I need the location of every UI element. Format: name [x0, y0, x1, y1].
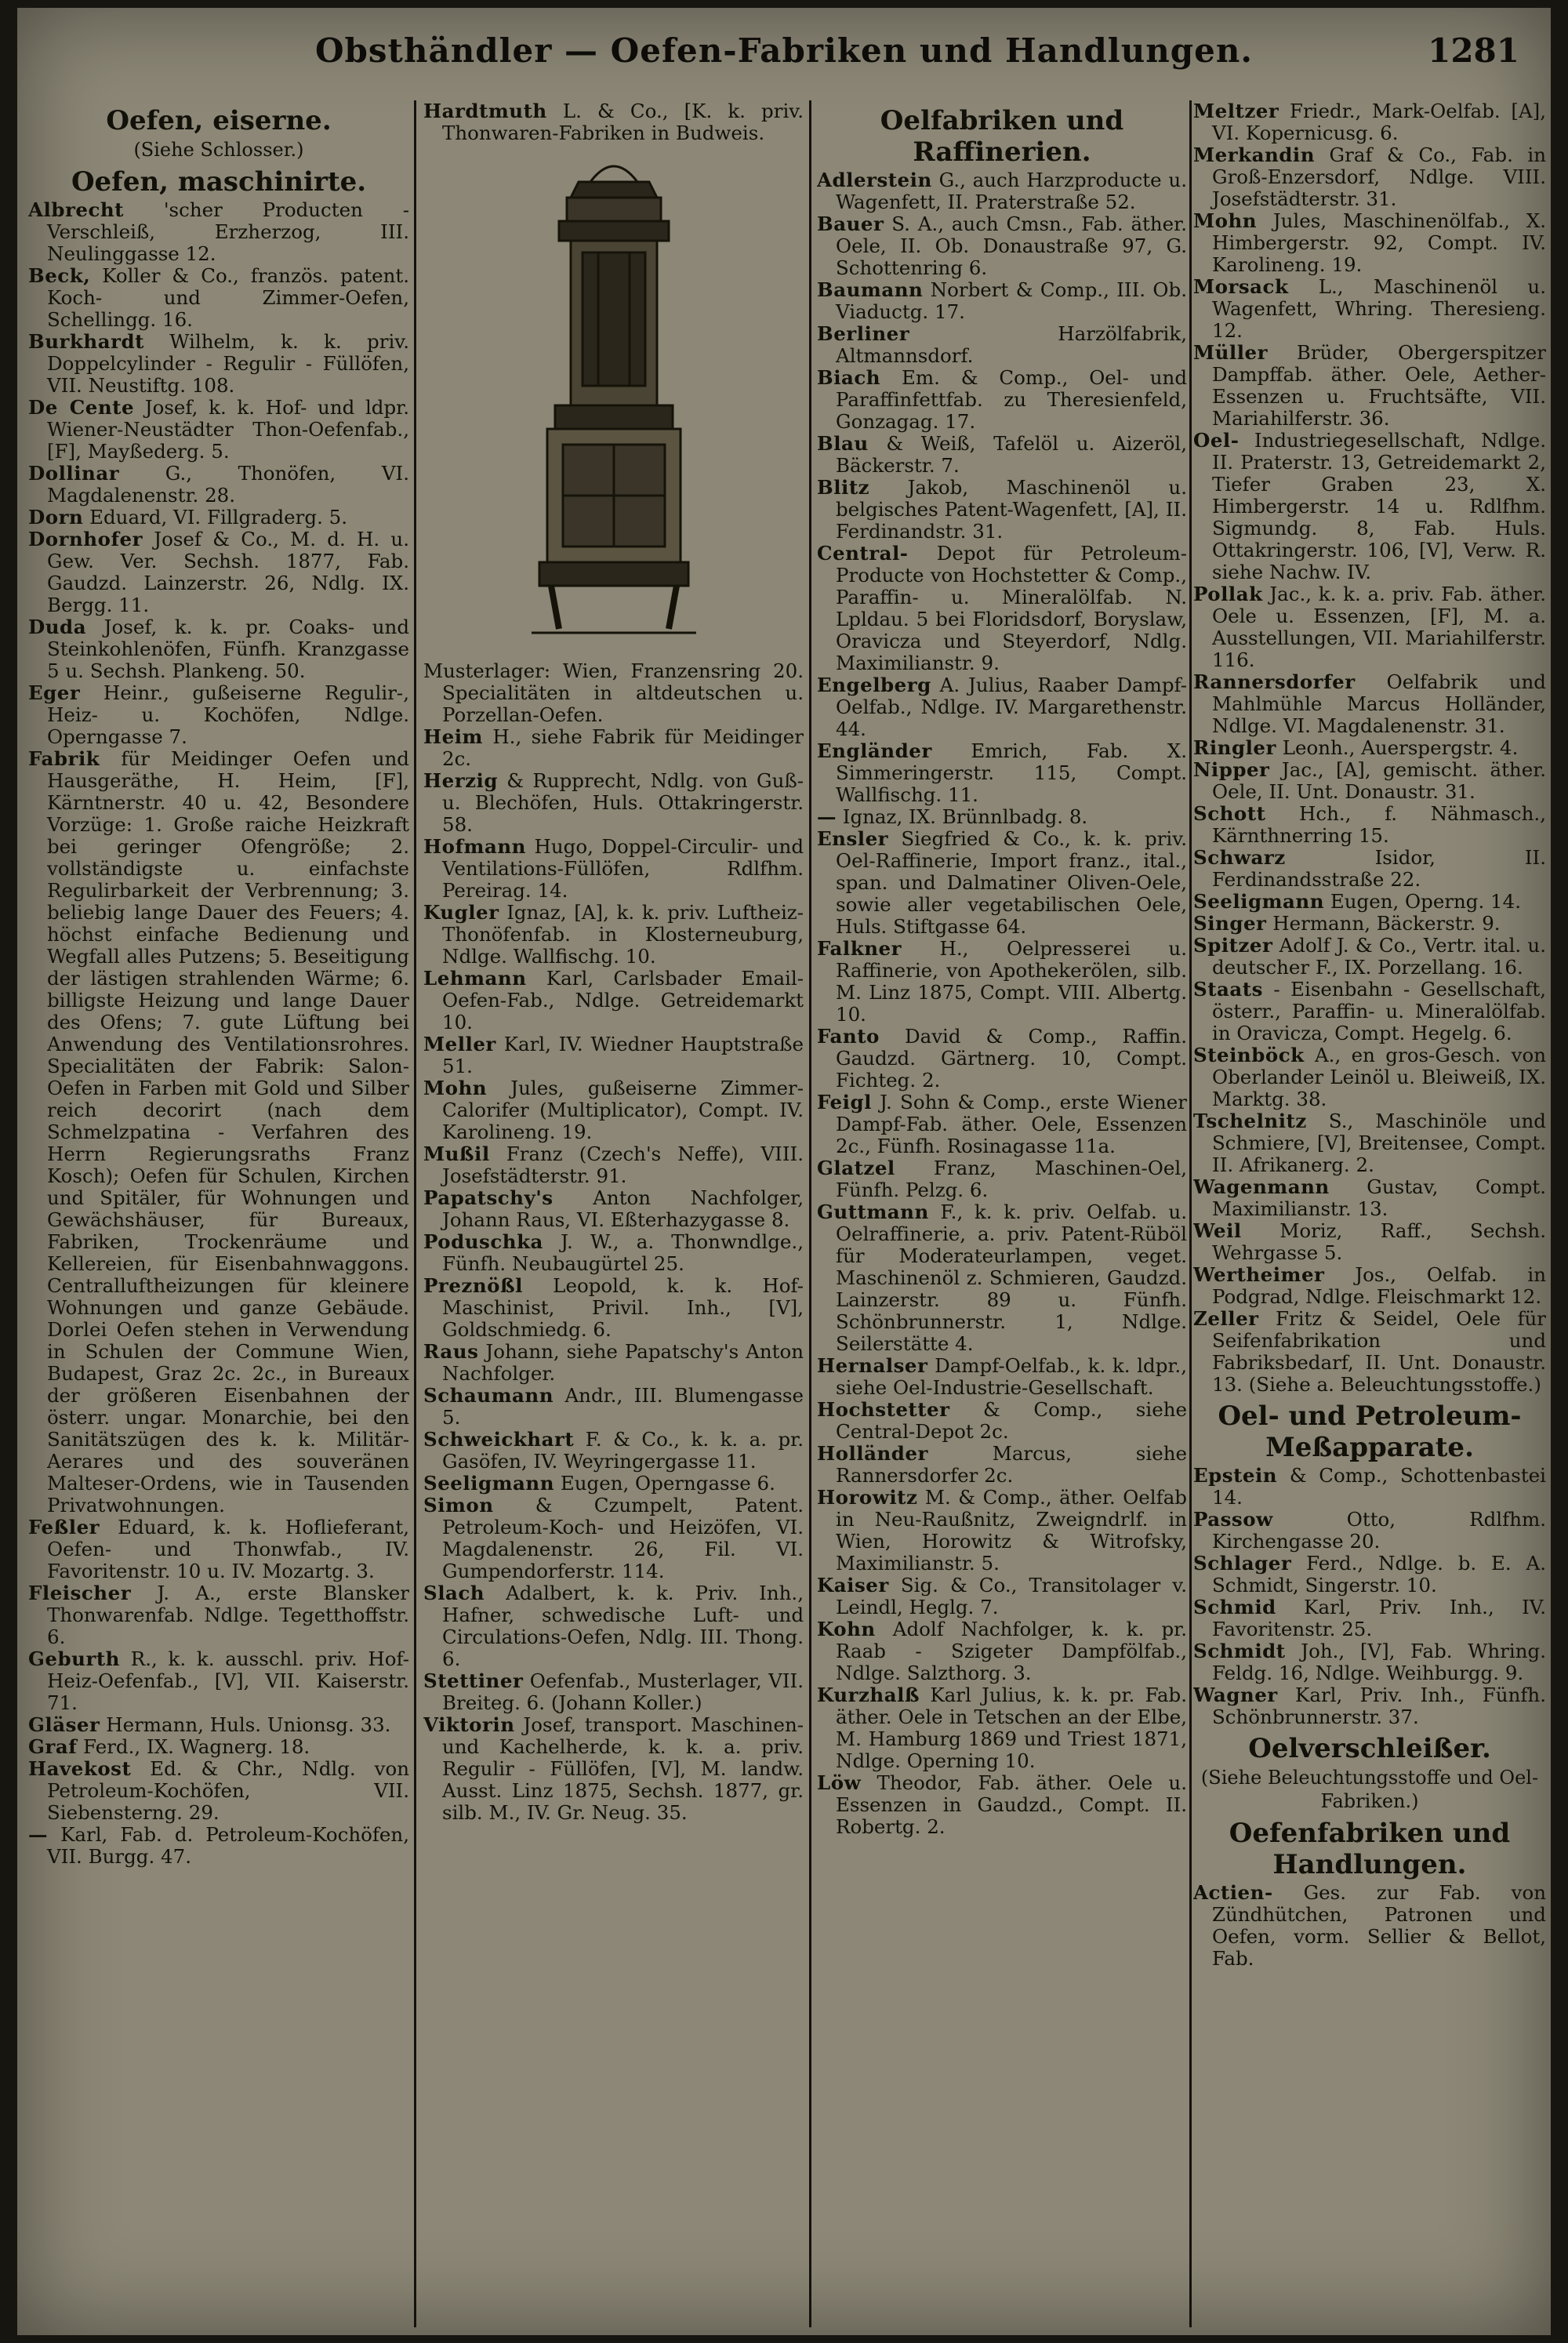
entry-name: De Cente	[28, 396, 135, 419]
directory-entry	[423, 770, 804, 836]
entry-name: Central-	[817, 542, 909, 565]
entry-text: Graf & Co., Fab. in Groß-Enzersdorf, Ndlge. VIII. Josefstädterstr. 31.	[1212, 143, 1546, 210]
entry-text: G., Thonöfen, VI. Magdalenenstr. 28.	[47, 462, 409, 507]
entry-name: Schwarz	[1193, 846, 1286, 869]
directory-entry	[817, 323, 1187, 367]
entry-name: Raus	[423, 1340, 479, 1363]
entry-text: & Comp., Schottenbastei 14.	[1212, 1464, 1546, 1509]
entry-name: Eger	[28, 681, 81, 704]
directory-entry	[28, 748, 409, 1517]
entry-text: Josef & Co., M. d. H. u. Gew. Ver. Sechsh. 1877, Fab. Gaudzd. Lainzerstr. 26, Ndlg. IX. Bergg. 11.	[47, 528, 409, 616]
entry-text: & Weiß, Tafelöl u. Aizeröl, Bäckerstr. 7.	[836, 432, 1187, 477]
entry-text: S. A., auch Cmsn., Fab. äther. Oele, II. Ob. Donaustraße 97, G. Schottenring 6.	[836, 213, 1187, 279]
entry-text: Karl Julius, k. k. pr. Fab. äther. Oele in Tetschen an der Elbe, M. Hamburg 1869 und Triest 1871, Ndlge. Operning 10.	[836, 1684, 1187, 1772]
entry-name: Schweickhart	[423, 1428, 575, 1451]
entry-text: J. Sohn & Comp., erste Wiener Dampf-Fab. äther. Oele, Essenzen 2c., Fünfh. Rosinagasse 11a.	[836, 1091, 1187, 1157]
entry-name: Passow	[1193, 1508, 1273, 1531]
entry-name: Fabrik	[28, 747, 100, 770]
entry-text: J. W., a. Thonwndlge., Fünfh. Neubaugürtel 25.	[442, 1230, 804, 1275]
entry-name: Geburth	[28, 1647, 120, 1670]
entry-name: Havekost	[28, 1757, 132, 1780]
entry-name: Staats	[1193, 978, 1263, 1001]
directory-entry	[1193, 1553, 1546, 1597]
page-number: 1281	[1428, 31, 1519, 70]
entry-text: Musterlager: Wien, Franzensring 20. Specialitäten in altdeutschen u. Porzellan-Oefen.	[423, 659, 804, 726]
entry-text: Josef, transport. Maschinen- und Kachelherde, k. k. a. priv. Regulir - Füllöfen, [V], M. landw. Ausst. Linz 1875, Sechsh. 1877, gr. silb. M., IV. Gr. Neug. 35.	[442, 1713, 804, 1824]
directory-entry	[1193, 1684, 1546, 1728]
directory-entry	[817, 1618, 1187, 1684]
entry-text: Ferd., Ndlge. b. E. A. Schmidt, Singerstr. 10.	[1212, 1552, 1546, 1597]
entry-text: Adolf J. & Co., Vertr. ital. u. deutscher F., IX. Porzellang. 16.	[1212, 934, 1546, 979]
entry-text: Hermann, Huls. Unionsg. 33.	[106, 1713, 391, 1736]
entry-text: A., en gros-Gesch. von Oberlander Leinöl u. Bleiweiß, IX. Marktg. 38.	[1212, 1044, 1546, 1110]
entry-name: Wagner	[1193, 1684, 1278, 1706]
directory-entry	[423, 726, 804, 770]
directory-entry	[817, 169, 1187, 213]
entry-text: J. A., erste Blansker Thonwarenfab. Ndlge. Tegetthoffstr. 6.	[47, 1582, 409, 1648]
entry-text: Moriz, Raff., Sechsh. Wehrgasse 5.	[1212, 1219, 1546, 1264]
entry-text: Ignaz, [A], k. k. priv. Luftheiz-Thonöfenfab. in Klosterneuburg, Ndlge. Wallfischg. 10.	[442, 901, 804, 968]
directory-entry	[817, 279, 1187, 323]
entry-name: Dornhofer	[28, 528, 143, 550]
directory-entry	[423, 1231, 804, 1275]
directory-entry	[1193, 935, 1546, 979]
entry-name: Fanto	[817, 1025, 880, 1048]
directory-entry	[423, 902, 804, 968]
entry-name: Pollak	[1193, 583, 1263, 605]
entry-text: A. Julius, Raaber Dampf-Oelfab., Ndlge. IV. Margarethenstr. 44.	[836, 674, 1187, 740]
entry-name: —	[817, 805, 837, 828]
directory-entry	[1193, 1640, 1546, 1684]
entry-name: Duda	[28, 616, 87, 638]
directory-entry	[28, 1648, 409, 1714]
column-rule	[414, 100, 416, 2327]
entry-text: & Comp., siehe Central-Depot 2c.	[836, 1398, 1187, 1443]
directory-entry	[28, 397, 409, 463]
entry-name: Müller	[1193, 341, 1269, 364]
entry-text: 'scher Producten - Verschleiß, Erzherzog, III. Neulinggasse 12.	[47, 198, 409, 265]
entry-name: Holländer	[817, 1442, 928, 1465]
entry-text: H., siehe Fabrik für Meidinger 2c.	[442, 725, 804, 770]
entry-text: Theodor, Fab. äther. Oele u. Essenzen in Gaudzd., Compt. II. Robertg. 2.	[836, 1771, 1187, 1838]
stove-illustration	[524, 151, 704, 652]
entry-text: Karl, Priv. Inh., IV. Favoritenstr. 25.	[1212, 1596, 1546, 1640]
entry-name: Meltzer	[1193, 100, 1279, 122]
entry-text: Andr., III. Blumengasse 5.	[442, 1384, 804, 1429]
directory-entry	[817, 367, 1187, 433]
entry-text: Oelfabrik und Mahlmühle Marcus Holländer, Ndlge. VI. Magdalenenstr. 31.	[1212, 670, 1546, 737]
directory-entry	[28, 1758, 409, 1824]
entry-text: Jac., k. k. a. priv. Fab. äther. Oele u. Essenzen, [F], M. a. Ausstellungen, VII. Mariahilferstr. 116.	[1212, 583, 1546, 671]
entry-name: —	[28, 1823, 48, 1846]
entry-name: Oel-	[1193, 429, 1240, 452]
entry-text: G., auch Harzproducte u. Wagenfett, II. Praterstraße 52.	[836, 169, 1187, 213]
entry-name: Burkhardt	[28, 330, 144, 353]
directory-entry	[1193, 1176, 1546, 1220]
column-rule	[1189, 100, 1192, 2327]
directory-entry	[817, 674, 1187, 740]
entry-name: Berliner	[817, 322, 910, 345]
entry-name: Meller	[423, 1033, 496, 1055]
entry-text: L., Maschinenöl u. Wagenfett, Whring. Theresieng. 12.	[1212, 275, 1546, 342]
entry-text: M. & Comp., äther. Oelfab in Neu-Raußnitz, Zweigndrlf. in Wien, Horowitz & Witrofsky, Maximilianstr. 5.	[836, 1486, 1187, 1575]
directory-entry	[28, 199, 409, 265]
section-heading: Oel- und Petroleum-Meßapparate.	[1218, 1400, 1522, 1463]
entry-text: Hch., f. Nähmasch., Kärnthnerring 15.	[1212, 802, 1546, 847]
entry-name: Viktorin	[423, 1713, 515, 1736]
directory-entry	[817, 1443, 1187, 1487]
entry-name: Blau	[817, 432, 869, 455]
entry-text: Ges. zur Fab. von Zündhütchen, Patronen und Oefen, vorm. Sellier & Bellot, Fab.	[1212, 1881, 1546, 1970]
directory-entry	[28, 1824, 409, 1868]
entry-text: Norbert & Comp., III. Ob. Viaductg. 17.	[836, 278, 1187, 323]
entry-text: Ignaz, IX. Brünnlbadg. 8.	[842, 805, 1088, 828]
entry-text: F. & Co., k. k. a. pr. Gasöfen, IV. Weyringergasse 11.	[442, 1428, 804, 1473]
entry-text: für Meidinger Oefen und Hausgeräthe, H. Heim, [F], Kärntnerstr. 40 u. 42, Besondere Vorzüge: 1. Große raiche Heizkraft bei geringer Ofengröße; 2. vollständigste u. einfachste Regulirbarkeit der Verbrennung; 3. beliebig lange Dauer des Feuers; 4. höchst einfache Bedienung und Wegfall alles Putzens; 5. Beseitigung der lästigen strahlenden Wärme; 6. billigste Heizung und lange Dauer des Ofens; 7. gute Lüftung bei Anwendung des Ventilationsrohres. Specialitäten der Fabrik: Salon-Oefen in Farben mit Gold und Silber reich decorirt (nach dem Schmelzpatina - Verfahren des Herrn Regierungsraths Franz Kosch); Oefen für Schulen, Kirchen und Spitäler, für Wohnungen und Gewächshäuser, für Bureaux, Fabriken, Trockenräume und Kellereien, für Eisenbahnwaggons. Centralluftheizungen für kleinere Wohnungen und ganze Gebäude. Dorlei Oefen stehen in Verwendung in Schulen der Commune Wien, Budapest, Graz 2c. 2c., in Bureaux der größeren Eisenbahnen der österr. ungar. Monarchie, bei den Sanitätszügen des k. k. Militär-Aerares und des souveränen Malteser-Ordens, wie in Tausenden Privatwohnungen.	[47, 747, 409, 1517]
entry-name: Rannersdorfer	[1193, 670, 1356, 693]
entry-text: Eduard, VI. Fillgraderg. 5.	[89, 506, 348, 529]
directory-entry	[1193, 1264, 1546, 1308]
directory-entry	[817, 1157, 1187, 1201]
directory-entry	[817, 1772, 1187, 1838]
entry-text: Jules, gußeiserne Zimmer-Calorifer (Multiplicator), Compt. IV. Karolineng. 19.	[442, 1077, 804, 1143]
entry-name: Kurzhalß	[817, 1684, 920, 1706]
directory-entry	[423, 1385, 804, 1429]
directory-entry	[423, 1582, 804, 1670]
entry-name: Spitzer	[1193, 934, 1273, 957]
directory-entry	[1193, 100, 1546, 144]
section-note: (Siehe Schlosser.)	[133, 139, 304, 161]
directory-entry	[423, 1143, 804, 1187]
entry-name: Herzig	[423, 769, 498, 792]
entry-name: Weil	[1193, 1219, 1242, 1242]
entry-name: Kugler	[423, 901, 499, 924]
directory-entry	[817, 938, 1187, 1026]
directory-entry	[817, 477, 1187, 543]
entry-text: Joh., [V], Fab. Whring. Feldg. 16, Ndlge. Weihburgg. 9.	[1212, 1640, 1546, 1684]
entry-text: Heinr., gußeiserne Regulir-, Heiz- u. Kochöfen, Ndlge. Operngasse 7.	[47, 681, 409, 748]
entry-text: Isidor, II. Ferdinandsstraße 22.	[1212, 846, 1546, 891]
directory-entry	[1193, 1597, 1546, 1640]
directory-entry	[817, 1575, 1187, 1618]
entry-name: Slach	[423, 1582, 485, 1604]
entry-text: Karl, IV. Wiedner Hauptstraße 51.	[442, 1033, 804, 1077]
entry-name: Seeligmann	[423, 1472, 555, 1495]
entry-name: Falkner	[817, 937, 902, 960]
section-note: (Siehe Beleuchtungsstoffe und Oel-Fabriken.)	[1200, 1767, 1539, 1812]
entry-name: Seeligmann	[1193, 890, 1325, 913]
entry-name: Graf	[28, 1735, 78, 1758]
entry-name: Schmidt	[1193, 1640, 1286, 1662]
entry-name: Mohn	[1193, 209, 1258, 232]
directory-entry	[1193, 913, 1546, 935]
entry-text: Eduard, k. k. Hoflieferant, Oefen- und Thonwfab., IV. Favoritenstr. 10 u. IV. Mozartg. 3.	[47, 1516, 409, 1582]
directory-entry	[1193, 847, 1546, 891]
entry-text: David & Comp., Raffin. Gaudzd. Gärtnerg. 10, Compt. Fichteg. 2.	[836, 1025, 1187, 1092]
directory-entry	[423, 660, 804, 726]
section-heading: Oefen, maschinirte.	[71, 166, 367, 198]
entry-name: Ensler	[817, 827, 889, 850]
directory-entry	[817, 1487, 1187, 1575]
directory-entry	[1193, 979, 1546, 1044]
entry-text: L. & Co., [K. k. priv. Thonwaren-Fabriken in Budweis.	[442, 100, 804, 144]
directory-entry	[1193, 1110, 1546, 1176]
directory-entry	[423, 1077, 804, 1143]
directory-entry	[1193, 1220, 1546, 1264]
column-1	[28, 100, 409, 2327]
directory-entry	[423, 1275, 804, 1341]
entry-text: Josef, k. k. pr. Coaks- und Steinkohlenöfen, Fünfh. Kranzgasse 5 u. Sechsh. Plankeng. 50.	[47, 616, 409, 682]
entry-text: Fritz & Seidel, Oele für Seifenfabrikation und Fabriksbedarf, II. Unt. Donaustr. 13. (Siehe a. Beleuchtungsstoffe.)	[1212, 1307, 1546, 1396]
entry-name: Kohn	[817, 1618, 876, 1640]
directory-entry	[423, 1341, 804, 1385]
entry-name: Mohn	[423, 1077, 488, 1099]
section-heading: Oelfabriken und Raffinerien.	[880, 105, 1124, 168]
directory-entry	[817, 1684, 1187, 1772]
entry-name: Simon	[423, 1494, 494, 1517]
entry-name: Schlager	[1193, 1552, 1292, 1575]
running-title: Obsthändler — Oefen-Fabriken und Handlungen.	[314, 31, 1254, 70]
entry-name: Mußil	[423, 1142, 490, 1165]
section-heading: Oefen, eiserne.	[106, 105, 332, 136]
directory-entry	[1193, 1882, 1546, 1970]
entry-text: Friedr., Mark-Oelfab. [A], VI. Kopernicusg. 6.	[1212, 100, 1546, 144]
directory-entry	[1193, 1509, 1546, 1553]
entry-name: Schmid	[1193, 1596, 1276, 1618]
entry-name: Glatzel	[817, 1157, 895, 1179]
directory-entry	[817, 543, 1187, 674]
entry-name: Nipper	[1193, 758, 1270, 781]
entry-name: Feigl	[817, 1091, 872, 1113]
entry-text: Sig. & Co., Transitolager v. Leindl, Heglg. 7.	[836, 1574, 1187, 1618]
entry-name: Wagenmann	[1193, 1175, 1330, 1198]
entry-name: Poduschka	[423, 1230, 543, 1253]
directory-entry	[423, 100, 804, 144]
entry-name: Schott	[1193, 802, 1266, 825]
directory-entry	[1193, 583, 1546, 671]
entry-text: Eugen, Operng. 14.	[1330, 890, 1522, 913]
entry-text: Jos., Oelfab. in Podgrad, Ndlge. Fleischmarkt 12.	[1212, 1263, 1546, 1308]
directory-entry	[1193, 144, 1546, 210]
entry-text: Wilhelm, k. k. priv. Doppelcylinder - Regulir - Füllöfen, VII. Neustiftg. 108.	[47, 330, 409, 397]
entry-text: Johann, siehe Papatschy's Anton Nachfolger.	[442, 1340, 804, 1385]
directory-entry	[423, 1495, 804, 1582]
directory-entry	[1193, 737, 1546, 759]
directory-entry	[1193, 342, 1546, 430]
directory-entry	[1193, 276, 1546, 342]
directory-entry	[423, 1033, 804, 1077]
entry-name: Actien-	[1193, 1881, 1273, 1904]
directory-entry	[817, 1399, 1187, 1443]
directory-entry	[1193, 1044, 1546, 1110]
entry-name: Biach	[817, 366, 881, 389]
entry-name: Adlerstein	[817, 169, 932, 191]
entry-text: Marcus, siehe Rannersdorfer 2c.	[836, 1442, 1187, 1487]
entry-text: Jakob, Maschinenöl u. belgisches Patent-Wagenfett, [A], II. Ferdinandstr. 31.	[836, 476, 1187, 543]
directory-entry	[28, 1517, 409, 1582]
directory-entry	[28, 507, 409, 529]
directory-page	[17, 8, 1551, 2335]
entry-text: Dampf-Oelfab., k. k. ldpr., siehe Oel-Industrie-Gesellschaft.	[836, 1354, 1187, 1399]
directory-entry	[1193, 1465, 1546, 1509]
entry-text: Depot für Petroleum-Producte von Hochstetter & Comp., Paraffin- u. Mineralölfab. N. Lpldau. 5 bei Floridsdorf, Boryslaw, Oravicza und Steyerdorf, Ndlg. Maximilianstr. 9.	[836, 542, 1187, 674]
directory-entry	[817, 1355, 1187, 1399]
directory-entry	[817, 1201, 1187, 1355]
directory-entry	[28, 1582, 409, 1648]
entry-name: Bauer	[817, 213, 884, 235]
entry-name: Steinböck	[1193, 1044, 1305, 1066]
entry-text: Jules, Maschinenölfab., X. Himbergerstr. 92, Compt. IV. Karolineng. 19.	[1212, 209, 1546, 276]
entry-name: Merkandin	[1193, 143, 1316, 166]
directory-entry	[817, 1026, 1187, 1092]
directory-entry	[28, 265, 409, 331]
entry-name: Ringler	[1193, 736, 1276, 759]
entry-name: Hardtmuth	[423, 100, 547, 122]
entry-text: & Rupprecht, Ndlg. von Guß- u. Blechöfen, Huls. Ottakringerstr. 58.	[442, 769, 804, 836]
directory-entry	[817, 828, 1187, 938]
entry-name: Wertheimer	[1193, 1263, 1325, 1286]
entry-name: Albrecht	[28, 198, 124, 221]
entry-name: Dorn	[28, 506, 84, 529]
entry-name: Morsack	[1193, 275, 1289, 298]
entry-name: Blitz	[817, 476, 870, 499]
entry-text: - Eisenbahn - Gesellschaft, österr., Paraffin- u. Mineralölfab. in Oravicza, Compt. Hegelg. 6.	[1212, 978, 1546, 1044]
entry-text: Em. & Comp., Oel- und Paraffinfettfab. zu Theresienfeld, Gonzagag. 17.	[836, 366, 1187, 433]
entry-text: Karl, Carlsbader Email-Oefen-Fab., Ndlge. Getreidemarkt 10.	[442, 967, 804, 1033]
entry-text: Hugo, Doppel-Circulir- und Ventilations-Füllöfen, Rdlfhm. Pereirag. 14.	[442, 835, 804, 902]
directory-entry	[1193, 803, 1546, 847]
entry-name: Baumann	[817, 278, 924, 301]
entry-name: Stettiner	[423, 1669, 524, 1692]
entry-name: Preznößl	[423, 1274, 523, 1297]
entry-name: Feßler	[28, 1516, 100, 1538]
entry-text: Ferd., IX. Wagnerg. 18.	[83, 1735, 310, 1758]
entry-name: Zeller	[1193, 1307, 1259, 1330]
entry-text: H., Oelpresserei u. Raffinerie, von Apothekerölen, silb. M. Linz 1875, Compt. VIII. Albertg. 10.	[836, 937, 1187, 1026]
entry-name: Engländer	[817, 739, 932, 762]
entry-name: Lehmann	[423, 967, 527, 990]
column-3	[817, 100, 1187, 2327]
entry-text: & Czumpelt, Patent. Petroleum-Koch- und Heizöfen, VI. Magdalenenstr. 26, Fil. VI. Gumpendorferstr. 114.	[442, 1494, 804, 1582]
directory-entry	[817, 740, 1187, 806]
entry-name: Beck,	[28, 264, 91, 287]
entry-name: Kaiser	[817, 1574, 889, 1597]
entry-text: Adolf Nachfolger, k. k. pr. Raab - Szigeter Dampfölfab., Ndlge. Salzthorg. 3.	[836, 1618, 1187, 1684]
entry-name: Guttmann	[817, 1201, 929, 1223]
section-heading: Oelverschleißer.	[1248, 1733, 1491, 1764]
directory-entry	[28, 529, 409, 616]
stove-illustration-wrap	[423, 151, 804, 652]
directory-entry	[817, 1092, 1187, 1157]
entry-text: Leonh., Auerspergstr. 4.	[1282, 736, 1519, 759]
directory-entry	[28, 331, 409, 397]
entry-name: Gläser	[28, 1713, 100, 1736]
column-2	[423, 100, 804, 2327]
entry-text: Harzölfabrik, Altmannsdorf.	[836, 322, 1187, 367]
entry-text: Otto, Rdlfhm. Kirchengasse 20.	[1212, 1508, 1546, 1553]
entry-name: Heim	[423, 725, 483, 748]
directory-entry	[1193, 210, 1546, 276]
entry-text: Koller & Co., französ. patent. Koch- und Zimmer-Oefen, Schellingg. 16.	[47, 264, 409, 331]
directory-entry	[817, 213, 1187, 279]
entry-text: Jac., [A], gemischt. äther. Oele, II. Unt. Donaustr. 31.	[1212, 758, 1546, 803]
entry-text: Franz (Czech's Neffe), VIII. Josefstädterstr. 91.	[442, 1142, 804, 1187]
directory-entry	[423, 1187, 804, 1231]
entry-name: Epstein	[1193, 1464, 1278, 1487]
directory-entry	[817, 806, 1187, 828]
entry-text: Adalbert, k. k. Priv. Inh., Hafner, schwedische Luft- und Circulations-Oefen, Ndlg. III. Thong. 6.	[442, 1582, 804, 1670]
entry-text: Gustav, Compt. Maximilianstr. 13.	[1212, 1175, 1546, 1220]
entry-name: Tschelnitz	[1193, 1110, 1307, 1132]
entry-text: R., k. k. ausschl. priv. Hof-Heiz-Oefenfab., [V], VII. Kaiserstr. 71.	[47, 1647, 409, 1714]
directory-entry	[28, 1736, 409, 1758]
entry-text: Leopold, k. k. Hof-Maschinist, Privil. Inh., [V], Goldschmiedg. 6.	[442, 1274, 804, 1341]
entry-name: Engelberg	[817, 674, 931, 696]
entry-text: Brüder, Obergerspitzer Dampffab. äther. Oele, Aether-Essenzen u. Fruchtsäfte, VII. Mariahilferstr. 36.	[1212, 341, 1546, 430]
entry-name: Fleischer	[28, 1582, 132, 1604]
column-4	[1193, 100, 1546, 2327]
entry-text: Oefenfab., Musterlager, VII. Breiteg. 6. (Johann Koller.)	[442, 1669, 804, 1714]
entry-name: Hofmann	[423, 835, 526, 858]
directory-entry	[1193, 671, 1546, 737]
entry-text: S., Maschinöle und Schmiere, [V], Breitensee, Compt. II. Afrikanerg. 2.	[1212, 1110, 1546, 1176]
directory-entry	[423, 1473, 804, 1495]
directory-entry	[1193, 891, 1546, 913]
directory-entry	[423, 836, 804, 902]
directory-entry	[423, 1429, 804, 1473]
section-heading: Oefenfabriken und Handlungen.	[1229, 1818, 1511, 1880]
entry-name: Hernalser	[817, 1354, 928, 1377]
directory-entry	[1193, 1308, 1546, 1396]
entry-text: Anton Nachfolger, Johann Raus, VI. Eßterhazygasse 8.	[442, 1186, 804, 1231]
directory-entry	[28, 682, 409, 748]
entry-text: Ed. & Chr., Ndlg. von Petroleum-Kochöfen, VII. Siebensterng. 29.	[47, 1757, 409, 1824]
column-rule	[809, 100, 811, 2327]
entry-text: Hermann, Bäckerstr. 9.	[1272, 912, 1501, 935]
entry-text: Karl, Priv. Inh., Fünfh. Schönbrunnerstr. 37.	[1212, 1684, 1546, 1728]
entry-name: Dollinar	[28, 462, 120, 485]
entry-name: Löw	[817, 1771, 862, 1794]
directory-entry	[1193, 759, 1546, 803]
directory-entry	[423, 1714, 804, 1824]
entry-name: Hochstetter	[817, 1398, 950, 1421]
directory-entry	[28, 463, 409, 507]
entry-name: Papatschy's	[423, 1186, 554, 1209]
entry-text: Josef, k. k. Hof- und ldpr. Wiener-Neustädter Thon-Oefenfab., [F], Mayßederg. 5.	[47, 396, 409, 463]
directory-entry	[28, 616, 409, 682]
entry-name: Schaumann	[423, 1384, 554, 1407]
entry-text: F., k. k. priv. Oelfab. u. Oelraffinerie, a. priv. Patent-Rüböl für Moderateurlampen, veget. Maschinenöl z. Schmieren, Gaudzd. Lainzerstr. 89 u. Fünfh. Schönbrunnerstr. 1, Ndlge. Seilerstätte 4.	[836, 1201, 1187, 1355]
entry-text: Franz, Maschinen-Oel, Fünfh. Pelzg. 6.	[836, 1157, 1187, 1201]
entry-name: Singer	[1193, 912, 1267, 935]
entry-text: Emrich, Fab. X. Simmeringerstr. 115, Compt. Wallfischg. 11.	[836, 739, 1187, 806]
entry-text: Karl, Fab. d. Petroleum-Kochöfen, VII. Burgg. 47.	[47, 1823, 409, 1868]
entry-text: Eugen, Operngasse 6.	[560, 1472, 775, 1495]
entry-text: Siegfried & Co., k. k. priv. Oel-Raffinerie, Import franz., ital., span. und Dalmatiner Oliven-Oele, sowie aller vegetabilischen Oele, Huls. Stiftgasse 64.	[836, 827, 1187, 938]
entry-name: Horowitz	[817, 1486, 918, 1509]
directory-entry	[28, 1714, 409, 1736]
directory-entry	[423, 968, 804, 1033]
directory-entry	[817, 433, 1187, 477]
directory-entry	[423, 1670, 804, 1714]
directory-entry	[1193, 430, 1546, 583]
entry-text: Industriegesellschaft, Ndlge. II. Praterstr. 13, Getreidemarkt 2, Tiefer Graben 23, X. Himbergerstr. 14 u. Rdlfhm. Sigmundg. 8, Fab. Huls. Ottakringerstr. 106, [V], Verw. R. siehe Nachw. IV.	[1212, 429, 1546, 583]
